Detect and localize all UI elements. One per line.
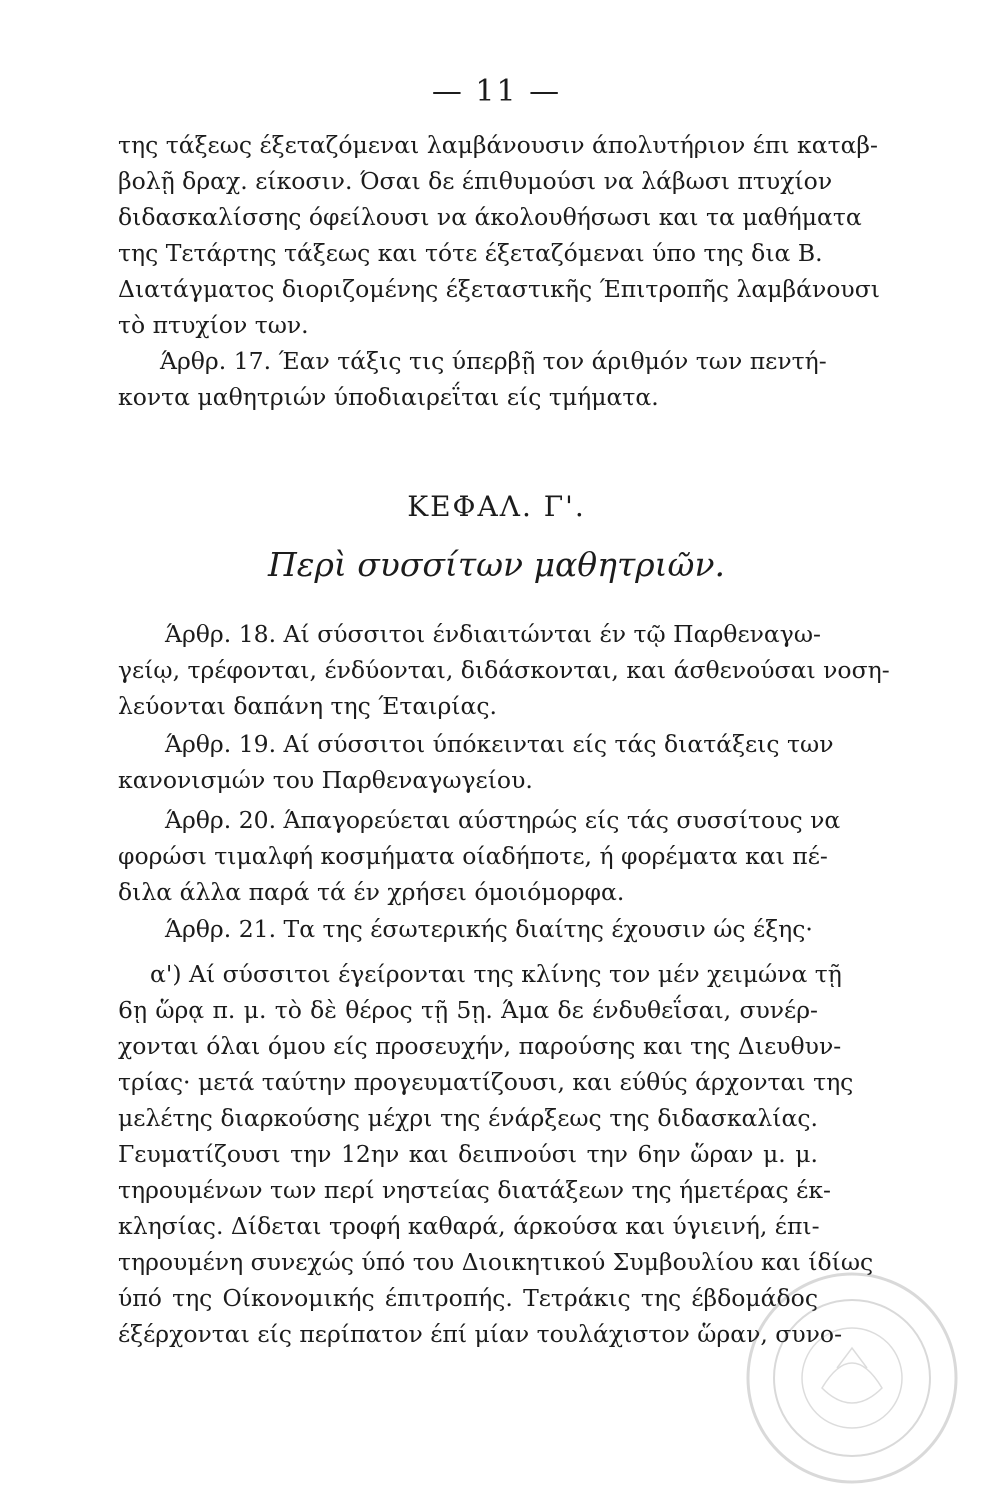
text-line: 6ῃ ὥρᾳ π. μ. τὸ δὲ θέρος τῇ 5ῃ. Άμα δε ένδυθεΐσαι, συνέρ-: [118, 996, 818, 1024]
article-17-line: Άρθρ. 17. Έαν τάξις τις ύπερβῇ τον άριθμόν των πεντή-: [160, 347, 827, 375]
text-line: τηρουμένων των περί νηστείας διατάξεων της ήμετέρας έκ-: [118, 1176, 831, 1204]
text-line: κοντα μαθητριών ύποδιαιρεΐται είς τμήματα.: [118, 383, 659, 411]
subsection-alpha-line: α') Αί σύσσιτοι έγείρονται της κλίνης τον μέν χειμώνα τῇ: [150, 960, 842, 988]
text-line: διλα άλλα παρά τά έν χρήσει όμοιόμορφα.: [118, 878, 625, 906]
text-line: βολῇ δραχ. είκοσιν. Όσαι δε έπιθυμούσι να λάβωσι πτυχίον: [118, 167, 833, 195]
text-line: λεύονται δαπάνη της Έταιρίας.: [118, 692, 497, 720]
text-line: της Τετάρτης τάξεως και τότε έξεταζόμεναι ύπο της δια Β.: [118, 239, 823, 267]
text-line: γείῳ, τρέφονται, ένδύονται, διδάσκονται, και άσθενούσαι νοση-: [118, 656, 890, 684]
text-line: της τάξεως έξεταζόμεναι λαμβάνουσιν άπολυτήριον έπι καταβ-: [118, 131, 878, 159]
text-line: χονται όλαι όμου είς προσευχήν, παρούσης και της Διευθυν-: [118, 1032, 842, 1060]
article-19-line: Άρθρ. 19. Αί σύσσιτοι ύπόκεινται είς τάς διατάξεις των: [165, 730, 834, 758]
text-line: φορώσι τιμαλφή κοσμήματα οίαδήποτε, ή φορέματα και πέ-: [118, 842, 828, 870]
article-18-line: Άρθρ. 18. Αί σύσσιτοι ένδιαιτώνται έν τῷ Παρθεναγω-: [165, 620, 821, 648]
text-line: διδασκαλίσσης όφείλουσι να άκολουθήσωσι και τα μαθήματα: [118, 203, 862, 231]
text-line: κλησίας. Δίδεται τροφή καθαρά, άρκούσα και ύγιεινή, έπι-: [118, 1212, 820, 1240]
text-line: Διατάγματος διοριζομένης έξεταστικῆς Έπιτροπῆς λαμβάνουσι: [118, 275, 880, 303]
chapter-subtitle: Περὶ συσσίτων μαθητριῶν.: [267, 545, 726, 584]
text-line: ύπό της Οίκονομικής έπιτροπής. Τετράκις της έβδομάδος: [118, 1284, 818, 1312]
text-line: κανονισμών του Παρθεναγωγείου.: [118, 766, 533, 794]
article-21-line: Άρθρ. 21. Τα της έσωτερικής διαίτης έχουσιν ώς έξης·: [165, 915, 813, 943]
article-20-line: Άρθρ. 20. Άπαγορεύεται αύστηρώς είς τάς συσσίτους να: [165, 806, 841, 834]
text-line: τὸ πτυχίον των.: [118, 311, 309, 339]
text-line: τρίας· μετά ταύτην προγευματίζουσι, και εύθύς άρχονται της: [118, 1068, 854, 1096]
text-line: έξέρχονται είς περίπατον έπί μίαν τουλάχιστον ὥραν, συνο-: [118, 1320, 843, 1348]
chapter-heading: ΚΕΦΑΛ. Γ'.: [407, 490, 586, 523]
page-number: — 11 —: [431, 74, 562, 109]
text-line: μελέτης διαρκούσης μέχρι της ένάρξεως της διδασκαλίας.: [118, 1104, 818, 1132]
text-line: Γευματίζουσι την 12ην και δειπνούσι την 6ην ὥραν μ. μ.: [118, 1140, 818, 1168]
text-line: τηρουμένη συνεχώς ύπό του Διοικητικού Συμβουλίου και ίδίως: [118, 1248, 874, 1276]
library-stamp: [742, 1268, 962, 1488]
